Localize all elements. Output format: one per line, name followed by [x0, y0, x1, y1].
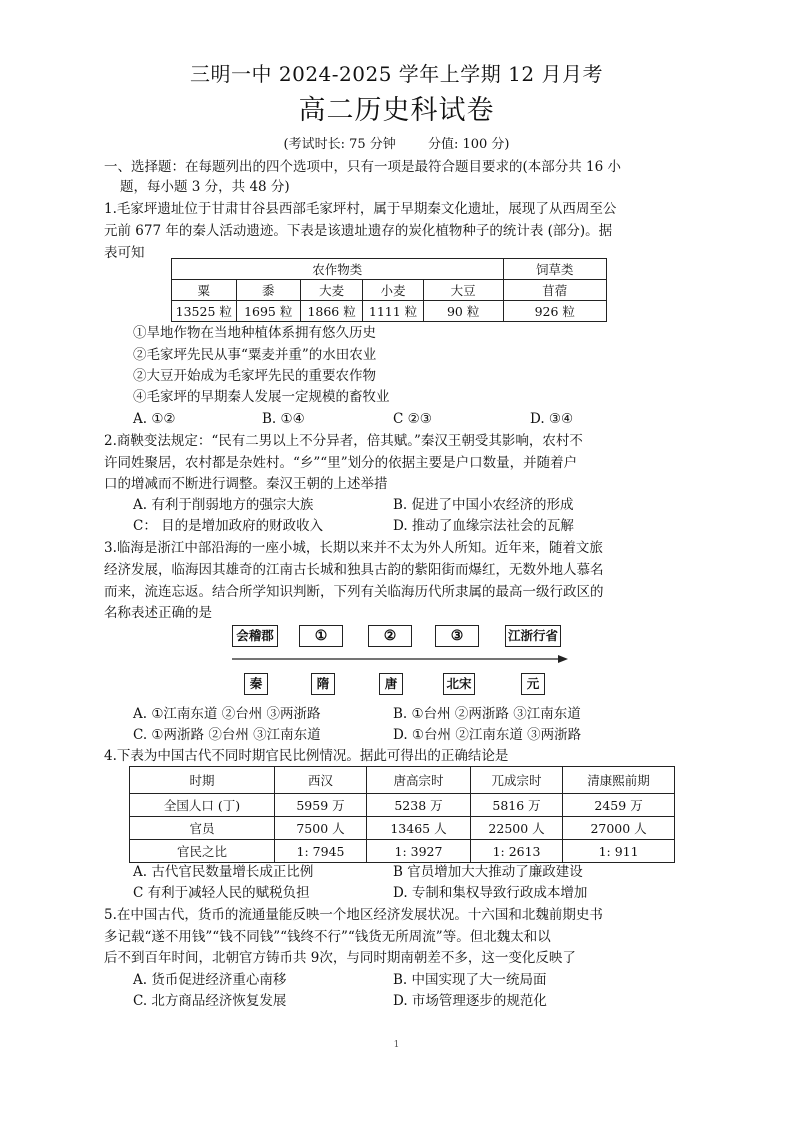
q3-stem-line1: 3.临海是浙江中部沿海的一座小城，长期以来并不太为外人所知。近年来，随着文旅 — [104, 540, 603, 556]
q1-option-d[interactable]: D. ③④ — [530, 411, 574, 427]
q1-table-header: 小麦 — [363, 280, 423, 301]
q4-option-c[interactable]: C 有利于减轻人民的赋税负担 — [133, 885, 310, 901]
q2-option-a[interactable]: A. 有利于削弱地方的强宗大族 — [133, 497, 314, 513]
q1-seed-table — [171, 258, 607, 322]
q4-table-cell: 1: 7945 — [275, 840, 367, 863]
q2-option-b[interactable]: B. 促进了中国小农经济的形成 — [393, 497, 574, 513]
q2-option-c[interactable]: C： 目的是增加政府的财政收入 — [133, 518, 324, 534]
q1-table-group-forage: 饲草类 — [503, 259, 606, 280]
q1-table-group-crops: 农作物类 — [172, 259, 504, 280]
q2-option-d[interactable]: D. 推动了血缘宗法社会的瓦解 — [393, 518, 574, 534]
q4-table-cell: 1: 3927 — [367, 840, 471, 863]
timeline-top-box: ② — [368, 625, 412, 647]
q1-table-cell: 1111 粒 — [363, 301, 423, 322]
q5-stem-line2: 多记载“遂不用钱”“钱不同钱”“钱终不行”“钱货无所周流”等。但北魏太和以 — [104, 929, 551, 945]
q4-table-header: 清康熙前期 — [563, 767, 675, 794]
q1-option-a[interactable]: A. ①② — [133, 411, 176, 427]
q4-table-cell: 13465 人 — [367, 817, 471, 840]
q4-table-cell: 官员 — [130, 817, 275, 840]
q4-table-cell: 全国人口 (丁) — [130, 794, 275, 817]
q2-stem-line3: 口的增减而不断进行调整。秦汉王朝的上述举措 — [104, 476, 388, 492]
q4-table-cell: 7500 人 — [275, 817, 367, 840]
q3-stem-line2: 经济发展，临海因其雄奇的江南古长城和独具古韵的紫阳街而爆红，无数外地人慕名 — [104, 562, 604, 578]
q1-table-cell: 1866 粒 — [300, 301, 362, 322]
q1-table-header: 大豆 — [423, 280, 503, 301]
q2-stem-line2: 许同姓聚居，农村都是杂姓村。“乡”“里”划分的依据主要是户口数量，并随着户 — [104, 455, 578, 471]
timeline-bottom-box: 元 — [521, 673, 545, 695]
q4-table-cell: 5959 万 — [275, 794, 367, 817]
q5-stem-line1: 5.在中国古代，货币的流通量能反映一个地区经济发展状况。十六国和北魏前期史书 — [104, 907, 603, 923]
timeline-top-box: 江浙行省 — [505, 625, 561, 647]
q3-option-a[interactable]: A. ①江南东道 ②台州 ③两浙路 — [133, 706, 321, 722]
page-number: 1 — [393, 1040, 400, 1050]
q1-stem-line3: 表可知 — [104, 245, 145, 261]
exam-duration: (考试时长: 75 分钟 — [283, 137, 396, 152]
q1-statement: ②毛家坪先民从事“粟麦并重”的水田农业 — [133, 347, 377, 363]
q4-table-cell: 2459 万 — [563, 794, 675, 817]
q4-table-header: 兀成宗时 — [470, 767, 562, 794]
q4-table-header: 时期 — [130, 767, 275, 794]
q4-stem-line1: 4.下表为中国古代不同时期官民比例情况。据此可得出的正确结论是 — [104, 748, 509, 764]
q1-table-cell: 90 粒 — [423, 301, 503, 322]
q1-table-header: 黍 — [236, 280, 300, 301]
q1-statement: ④毛家坪的早期秦人发展一定规模的畜牧业 — [133, 389, 390, 405]
q4-official-ratio-table — [129, 766, 675, 863]
q3-stem-line3: 而来，流连忘返。结合所学知识判断，下列有关临海历代所隶属的最高一级行政区的 — [104, 584, 604, 600]
q4-option-d[interactable]: D. 专制和集权导致行政成本增加 — [393, 885, 588, 901]
q4-table-cell: 5816 万 — [470, 794, 562, 817]
q1-statement: ①旱地作物在当地种植体系拥有悠久历史 — [133, 325, 376, 341]
q1-option-b[interactable]: B. ①④ — [262, 411, 305, 427]
q1-stem-line2: 元前 677 年的秦人活动遗迹。下表是该遗址遗存的炭化植物种子的统计表 (部分)。据 — [104, 223, 613, 239]
q4-table-cell: 22500 人 — [470, 817, 562, 840]
timeline-top-box: ① — [299, 625, 343, 647]
q1-table-header: 粟 — [172, 280, 237, 301]
q4-table-cell: 1: 911 — [563, 840, 675, 863]
timeline-bottom-box: 隋 — [311, 673, 335, 695]
section-instruction-line1: 一、选择题：在每题列出的四个选项中，只有一项是最符合题目要求的(本部分共 16 小 — [104, 159, 622, 175]
exam-meta — [0, 133, 793, 152]
exam-school-title: 三明一中 2024-2025 学年上学期 12 月月考 — [190, 62, 603, 86]
q1-table-cell: 926 粒 — [503, 301, 606, 322]
q4-table-cell: 27000 人 — [563, 817, 675, 840]
q1-table-cell: 1695 粒 — [236, 301, 300, 322]
q1-table-header: 大麦 — [300, 280, 362, 301]
q3-stem-line4: 名称表述正确的是 — [104, 605, 212, 621]
q3-option-d[interactable]: D. ①台州 ②江南东道 ③两浙路 — [393, 727, 582, 743]
q5-option-d[interactable]: D. 市场管理逐步的规范化 — [393, 993, 547, 1009]
exam-subject-title: 高二历史科试卷 — [298, 95, 495, 126]
q5-stem-line3: 后不到百年时间，北朝官方铸币共 9次，与同时期南朝差不多，这一变化反映了 — [104, 950, 576, 966]
q1-statement: ②大豆开始成为毛家坪先民的重要农作物 — [133, 368, 376, 384]
timeline-bottom-box: 秦 — [244, 673, 268, 695]
q3-option-c[interactable]: C. ①两浙路 ②台州 ③江南东道 — [133, 727, 321, 743]
q5-option-c[interactable]: C. 北方商品经济恢复发展 — [133, 993, 287, 1009]
q1-stem-line1: 1.毛家坪遗址位于甘肃甘谷县西部毛家坪村，属于早期秦文化遗址，展现了从西周至公 — [104, 201, 617, 217]
timeline-bottom-box: 北宋 — [443, 673, 475, 695]
q5-option-b[interactable]: B. 中国实现了大一统局面 — [393, 972, 547, 988]
timeline-top-box: ③ — [435, 625, 479, 647]
timeline-arrow-icon — [232, 652, 568, 666]
q4-table-header: 唐高宗时 — [367, 767, 471, 794]
q4-table-cell: 5238 万 — [367, 794, 471, 817]
timeline-bottom-box: 唐 — [379, 673, 403, 695]
q4-option-b[interactable]: B 官员增加大大推动了廉政建设 — [393, 864, 583, 880]
exam-score: 分值: 100 分) — [427, 137, 510, 152]
q4-option-a[interactable]: A. 古代官民数量增长成正比例 — [133, 864, 314, 880]
timeline-top-box: 会稽郡 — [232, 625, 278, 647]
q3-option-b[interactable]: B. ①台州 ②两浙路 ③江南东道 — [393, 706, 581, 722]
q4-table-header: 西汉 — [275, 767, 367, 794]
q1-table-cell: 13525 粒 — [172, 301, 237, 322]
q1-table-header: 苜蓿 — [503, 280, 606, 301]
q2-stem-line1: 2.商鞅变法规定：“民有二男以上不分异者，倍其赋。”秦汉王朝受其影响，农村不 — [104, 433, 583, 449]
section-instruction-line2: 题，每小题 3 分，共 48 分) — [120, 179, 290, 195]
q5-option-a[interactable]: A. 货币促进经济重心南移 — [133, 972, 287, 988]
q1-option-c[interactable]: C ②③ — [393, 411, 432, 427]
q4-table-cell: 1: 2613 — [470, 840, 562, 863]
q4-table-cell: 官民之比 — [130, 840, 275, 863]
